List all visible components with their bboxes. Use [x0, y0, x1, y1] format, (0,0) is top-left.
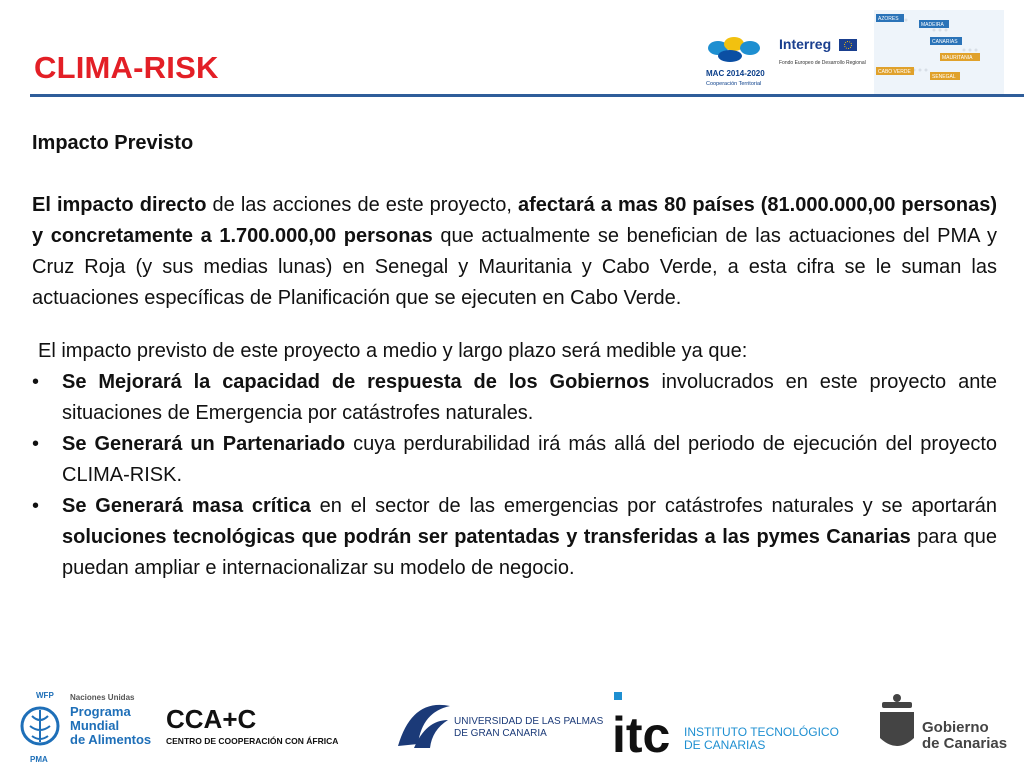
ulpgc-line1: UNIVERSIDAD DE LAS PALMAS	[454, 716, 604, 727]
itc-logo	[612, 686, 852, 768]
title-divider	[30, 94, 1024, 97]
measurable-intro: El impacto previsto de este proyecto a medio y largo plazo será medible ya que:	[38, 340, 748, 362]
impact-paragraph-run: de las acciones de este proyecto,	[206, 194, 519, 216]
bullet-item	[32, 429, 997, 491]
map-label-azores: AZORES	[878, 16, 899, 22]
map-label-cabo-verde: CABO VERDE	[878, 69, 911, 75]
bullet-item	[32, 491, 997, 584]
bullet-text-run: para que puedan ampliar e internacionalizar su modelo de negocio.	[62, 526, 997, 579]
bullet-text-run: cuya perdurabilidad irá más allá del periodo de ejecución del proyecto CLIMA-RISK.	[62, 433, 997, 486]
impact-paragraph	[32, 190, 997, 314]
cca-subtitle: CENTRO DE COOPERACIÓN CON ÁFRICA	[166, 736, 339, 746]
bullet-marker: •	[32, 495, 40, 517]
map-label-mauritania: MAURITANIA	[942, 55, 973, 61]
impact-paragraph-run: El impacto directo	[32, 194, 207, 216]
mac-2014-2020-logo	[704, 32, 774, 92]
region-map	[874, 10, 1004, 94]
interreg-logo	[779, 36, 869, 76]
gobierno-canarias-logo	[872, 686, 1017, 768]
interreg-subtitle: Fondo Europeo de Desarrollo Regional	[779, 60, 866, 66]
interreg-word: Interreg	[779, 36, 832, 52]
bullet-text-run: Se Generará un Partenariado	[62, 433, 346, 455]
coat-of-arms-icon	[880, 694, 914, 746]
gobierno-line1: Gobierno	[922, 719, 989, 736]
ulpgc-line2: DE GRAN CANARIA	[454, 728, 547, 739]
eu-flag-icon	[839, 39, 857, 51]
ulpgc-logo	[392, 686, 607, 768]
header-logos	[704, 10, 1004, 94]
wfp-abbr: WFP	[36, 691, 54, 700]
slide-body	[32, 128, 997, 584]
bullet-text-run: involucrados en este proyecto ante situaciones de Emergencia por catástrofes naturales.	[62, 371, 997, 424]
itc-wordmark: itc	[612, 707, 671, 763]
section-heading: Impacto Previsto	[32, 132, 194, 154]
slide-title: CLIMA-RISK	[34, 50, 219, 85]
bullet-text-run: en el sector de las emergencias por catástrofes naturales y se aportarán	[310, 495, 998, 517]
map-label-canarias: CANARIAS	[932, 39, 958, 45]
impact-bullet-list	[32, 367, 997, 584]
mac-title-text: MAC 2014-2020	[706, 69, 765, 78]
bullet-item	[32, 367, 997, 429]
footer-logos	[0, 686, 1024, 768]
wfp-name-line1: Programa	[70, 704, 131, 719]
wfp-name-line2: Mundial	[70, 718, 120, 733]
itc-line2: DE CANARIAS	[684, 738, 766, 752]
map-label-madeira: MADEIRA	[921, 22, 944, 28]
cca-logo	[166, 686, 386, 768]
bullet-text-run: Se Generará masa crítica	[62, 495, 311, 517]
bullet-text-run: soluciones tecnológicas que podrán ser patentadas y transferidas a las pymes Canarias	[62, 526, 911, 548]
wfp-logo	[14, 686, 159, 768]
itc-line1: INSTITUTO TECNOLÓGICO	[684, 725, 839, 739]
map-label-senegal: SENEGAL	[932, 74, 956, 80]
bullet-text-run: Se Mejorará la capacidad de respuesta de los Gobiernos	[62, 371, 650, 393]
pma-abbr: PMA	[30, 755, 48, 764]
gobierno-line2: de Canarias	[922, 735, 1008, 752]
wfp-name-line3: de Alimentos	[70, 732, 152, 747]
wfp-un-text: Naciones Unidas	[70, 693, 135, 702]
bullet-marker: •	[32, 433, 40, 455]
impact-paragraph-run: afectará a mas 80 países (81.000.000,00 personas) y concretamente a 1.700.000,00 personas	[32, 194, 997, 247]
bullet-marker: •	[32, 371, 40, 393]
cca-wordmark: CCA+C	[166, 704, 257, 734]
mac-subtitle-text: Cooperación Territorial	[706, 81, 762, 87]
impact-paragraph-run: que actualmente se benefician de las actuaciones del PMA y Cruz Roja (y sus medias lunas) en Senegal y Mauritania y Cabo Verde, a esta cifra se le suman las actuaciones específicas de Planificación que se ejecuten en Cabo Verde.	[32, 225, 997, 309]
